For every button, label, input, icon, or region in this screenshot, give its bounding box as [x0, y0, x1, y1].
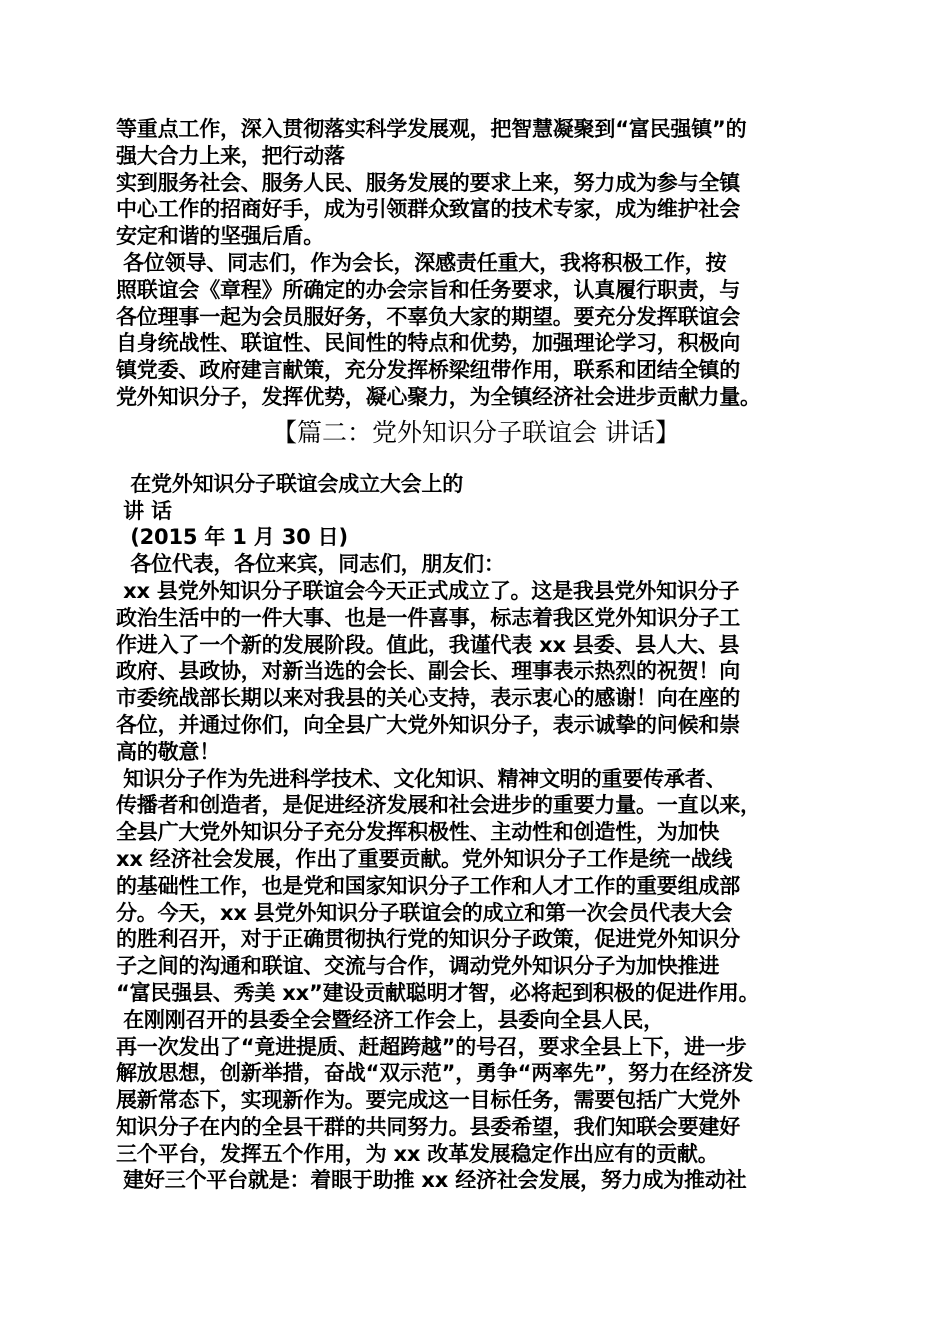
text-line: 知识分子作为先进科学技术、文化知识、精神文明的重要传承者、 — [116, 766, 727, 791]
text-line: 市委统战部长期以来对我县的关心支持，表示衷心的感谢！向在座的 — [116, 686, 740, 711]
text-line: 知识分子在内的全县干群的共同努力。县委希望，我们知联会要建好 — [116, 1114, 740, 1139]
text-line: 传播者和创造者，是促进经济发展和社会进步的重要力量。一直以来， — [116, 793, 761, 818]
section-two — [116, 471, 846, 1195]
text-line: 分。今天，xx 县党外知识分子联谊会的成立和第一次会员代表大会 — [116, 900, 733, 925]
text-line: 政府、县政协，对新当选的会长、副会长、理事表示热烈的祝贺！向 — [116, 659, 740, 684]
document-page — [116, 116, 846, 1194]
text-line: 照联谊会《章程》所确定的办会宗旨和任务要求，认真履行职责，与 — [116, 277, 740, 302]
text-line: 镇党委、政府建言献策，充分发挥桥梁纽带作用，联系和团结全镇的 — [116, 358, 740, 383]
text-line: “富民强县、秀美 xx”建设贡献聪明才智，必将起到积极的促进作用。 — [116, 980, 760, 1005]
text-line: 各位领导、同志们，作为会长，深感责任重大，我将积极工作，按 — [116, 250, 727, 275]
text-line: 各位理事一起为会员服好务，不辜负大家的期望。要充分发挥联谊会 — [116, 304, 740, 329]
text-line: 子之间的沟通和联谊、交流与合作，调动党外知识分子为加快推进 — [116, 954, 720, 979]
text-line: 解放思想，创新举措，奋战“双示范”，勇争“两率先”，努力在经济发 — [116, 1061, 753, 1086]
text-line: (2015 年 1 月 30 日) — [116, 525, 348, 550]
text-line: 高的敬意！ — [116, 739, 220, 764]
section-heading: 【篇二：党外知识分子联谊会 讲话】 — [272, 417, 680, 447]
text-line: 实到服务社会、服务人民、服务发展的要求上来，努力成为参与全镇 — [116, 170, 740, 195]
heading-spacer — [116, 455, 846, 471]
text-line: 建好三个平台就是：着眼于助推 xx 经济社会发展，努力成为推动社 — [116, 1168, 747, 1193]
text-line: 强大合力上来，把行动落 — [116, 143, 345, 168]
text-line: 各位代表，各位来宾，同志们，朋友们： — [116, 552, 505, 577]
text-line: 的基础性工作，也是党和国家知识分子工作和人才工作的重要组成部 — [116, 873, 740, 898]
text-line: 再一次发出了“竟进提质、赶超跨越”的号召，要求全县上下，进一步 — [116, 1034, 747, 1059]
section-one — [116, 116, 846, 411]
text-line: 政治生活中的一件大事、也是一件喜事，标志着我区党外知识分子工 — [116, 605, 740, 630]
text-line: 等重点工作，深入贯彻落实科学发展观，把智慧凝聚到“富民强镇”的 — [116, 117, 747, 141]
text-line: 三个平台，发挥五个作用，为 xx 改革发展稳定作出应有的贡献。 — [116, 1141, 719, 1166]
text-line: 讲 话 — [116, 498, 172, 523]
text-line: 全县广大党外知识分子充分发挥积极性、主动性和创造性，为加快 — [116, 820, 720, 845]
text-line: 的胜利召开，对于正确贯彻执行党的知识分子政策，促进党外知识分 — [116, 927, 740, 952]
text-line: 展新常态下，实现新作为。要完成这一目标任务，需要包括广大党外 — [116, 1088, 740, 1113]
text-line: 各位，并通过你们，向全县广大党外知识分子，表示诚挚的问候和崇 — [116, 712, 740, 737]
text-line: xx 经济社会发展，作出了重要贡献。党外知识分子工作是统一战线 — [116, 846, 733, 871]
text-line: 中心工作的招商好手，成为引领群众致富的技术专家，成为维护社会 — [116, 197, 740, 222]
text-line: 党外知识分子，发挥优势，凝心聚力，为全镇经济社会进步贡献力量。 — [116, 384, 761, 409]
text-line: 在党外知识分子联谊会成立大会上的 — [116, 471, 464, 496]
text-line: 作进入了一个新的发展阶段。值此，我谨代表 xx 县委、县人大、县 — [116, 632, 740, 657]
text-line: 在刚刚召开的县委全会暨经济工作会上，县委向全县人民， — [116, 1007, 664, 1032]
text-line: 自身统战性、联谊性、民间性的特点和优势，加强理论学习，积极向 — [116, 331, 740, 356]
text-line: xx 县党外知识分子联谊会今天正式成立了。这是我县党外知识分子 — [116, 578, 740, 603]
text-line: 安定和谐的坚强后盾。 — [116, 224, 324, 249]
